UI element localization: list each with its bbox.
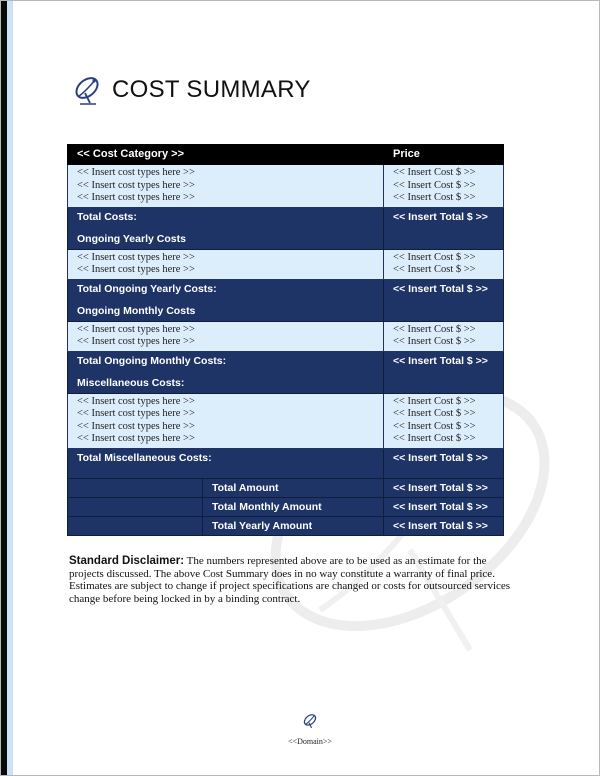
- cost-type-cell: [68, 393, 384, 448]
- cost-type-item: << Insert cost types here >>: [77, 167, 195, 178]
- section-total-row: [68, 279, 504, 321]
- summary-value-cell: [384, 497, 504, 516]
- cost-price-item: << Insert Cost $ >>: [393, 395, 476, 407]
- section-total-value-cell: [384, 448, 504, 478]
- cost-price-item: << Insert Cost $ >>: [393, 251, 476, 263]
- page-footer: [270, 712, 350, 749]
- summary-label: Total Yearly Amount: [212, 519, 313, 532]
- cost-type-item: << Insert cost types here >>: [77, 323, 195, 335]
- cost-price-item: << Insert Cost $ >>: [393, 167, 476, 178]
- cost-type-cell: [68, 249, 384, 279]
- cost-price-cell: [384, 165, 504, 208]
- section-total-label-cell: [68, 279, 384, 321]
- cost-items-row: [68, 393, 504, 448]
- cost-price-item: << Insert Cost $ >>: [393, 192, 476, 203]
- section-total-label: Total Ongoing Monthly Costs:: [77, 354, 227, 367]
- cost-type-item: << Insert cost types here >>: [77, 395, 195, 407]
- cost-type-cell: [68, 321, 384, 351]
- summary-row: [68, 516, 504, 535]
- table-header-row: [68, 145, 504, 165]
- section-total-row: [68, 448, 504, 478]
- cost-type-item: << Insert cost types here >>: [77, 192, 195, 203]
- section-total-value-cell: [384, 351, 504, 393]
- section-total-value: << Insert Total $ >>: [393, 210, 488, 223]
- cost-price-item: << Insert Cost $ >>: [393, 433, 476, 444]
- summary-label: Total Amount: [212, 481, 279, 494]
- section-total-row: [68, 207, 504, 249]
- summary-value-cell: [384, 478, 504, 497]
- footer-satellite-dish-icon: [301, 712, 319, 730]
- cost-items-row: [68, 249, 504, 279]
- section-heading: Miscellaneous Costs:: [77, 376, 185, 389]
- summary-blank-cell: [68, 516, 203, 535]
- cost-type-item: << Insert cost types here >>: [77, 336, 195, 347]
- summary-value: << Insert Total $ >>: [393, 519, 488, 532]
- summary-value-cell: [384, 516, 504, 535]
- left-accent-bar-light: [7, 1, 13, 775]
- summary-label-cell: [203, 478, 384, 497]
- standard-disclaimer: [69, 555, 521, 605]
- cost-type-item: << Insert cost types here >>: [77, 264, 195, 275]
- summary-blank-cell: [68, 497, 203, 516]
- cost-type-cell: [68, 165, 384, 208]
- section-total-value-cell: [384, 279, 504, 321]
- section-total-label: Total Ongoing Yearly Costs:: [77, 282, 217, 295]
- section-total-row: [68, 351, 504, 393]
- section-heading: Ongoing Monthly Costs: [77, 304, 196, 317]
- summary-row: [68, 478, 504, 497]
- section-total-value: << Insert Total $ >>: [393, 354, 488, 367]
- section-total-value-cell: [384, 207, 504, 249]
- column-header-price: Price: [384, 145, 504, 165]
- cost-price-item: << Insert Cost $ >>: [393, 323, 476, 335]
- cost-type-item: << Insert cost types here >>: [77, 179, 195, 191]
- summary-label-cell: [203, 497, 384, 516]
- cost-price-cell: [384, 321, 504, 351]
- cost-price-cell: [384, 393, 504, 448]
- cost-items-row: [68, 165, 504, 208]
- summary-row: [68, 497, 504, 516]
- section-total-label: Total Miscellaneous Costs:: [77, 451, 212, 464]
- section-total-label-cell: [68, 351, 384, 393]
- section-total-label-cell: [68, 207, 384, 249]
- cost-summary-table: [67, 144, 504, 536]
- section-total-label: Total Costs:: [77, 210, 137, 223]
- cost-price-cell: [384, 249, 504, 279]
- summary-label: Total Monthly Amount: [212, 500, 322, 513]
- summary-value: << Insert Total $ >>: [393, 481, 488, 494]
- summary-blank-cell: [68, 478, 203, 497]
- section-total-value: << Insert Total $ >>: [393, 451, 488, 464]
- cost-price-item: << Insert Cost $ >>: [393, 420, 476, 432]
- cost-price-item: << Insert Cost $ >>: [393, 336, 476, 347]
- cost-items-row: [68, 321, 504, 351]
- summary-label-cell: [203, 516, 384, 535]
- column-header-category: << Cost Category >>: [68, 145, 384, 165]
- cost-type-item: << Insert cost types here >>: [77, 251, 195, 263]
- cost-price-item: << Insert Cost $ >>: [393, 179, 476, 191]
- page-title: COST SUMMARY: [112, 76, 311, 103]
- section-total-label-cell: [68, 448, 384, 478]
- satellite-dish-icon: [70, 73, 104, 107]
- summary-value: << Insert Total $ >>: [393, 500, 488, 513]
- footer-domain: <<Domain>>: [288, 737, 332, 746]
- cost-type-item: << Insert cost types here >>: [77, 420, 195, 432]
- cost-type-item: << Insert cost types here >>: [77, 408, 195, 419]
- cost-price-item: << Insert Cost $ >>: [393, 264, 476, 275]
- cost-type-item: << Insert cost types here >>: [77, 433, 195, 444]
- disclaimer-label: Standard Disclaimer:: [69, 555, 185, 567]
- section-total-value: << Insert Total $ >>: [393, 282, 488, 295]
- cost-price-item: << Insert Cost $ >>: [393, 408, 476, 419]
- page-header: [70, 70, 311, 110]
- disclaimer-text: The numbers represented above are to be used as an estimate for the projects discussed. The above Cost Summary does in no way constitute a warranty of final price. Estimates are subject to change if project specifications are changed or costs for outsourced services change before being locked in by a binding contract.: [69, 555, 511, 605]
- section-heading: Ongoing Yearly Costs: [77, 232, 186, 245]
